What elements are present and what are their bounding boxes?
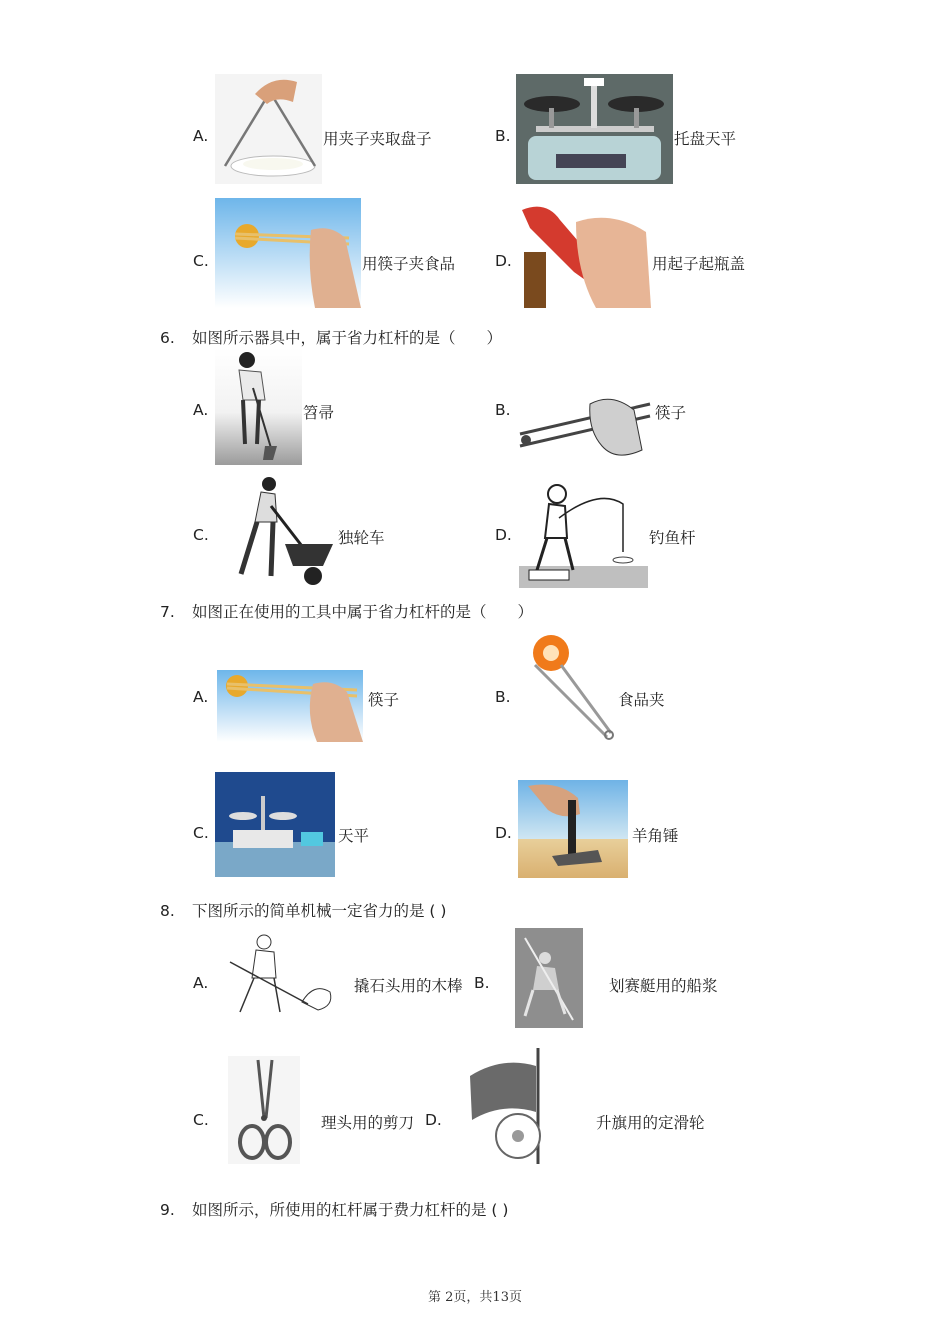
- q8-option-a-text: 撬石头用的木棒: [354, 977, 463, 995]
- q6-option-b-letter: B.: [495, 401, 511, 419]
- q8-option-b-letter: B.: [474, 974, 490, 992]
- bottle-opener-photo: [516, 202, 651, 308]
- page-footer: 第 2页，共13页: [428, 1290, 522, 1305]
- claw-hammer-photo: [518, 780, 628, 878]
- option-c-letter: C.: [193, 252, 209, 270]
- q7-option-c-letter: C.: [193, 824, 209, 842]
- balance-photo: [215, 772, 335, 877]
- question-6: [160, 326, 502, 348]
- question-number: 9.: [160, 1201, 175, 1219]
- option-b-letter: B.: [495, 127, 511, 145]
- q7-option-c-text: 天平: [338, 827, 370, 845]
- option-b-text: 托盘天平: [674, 130, 737, 148]
- question-7: [160, 600, 533, 622]
- q6-option-d-letter: D.: [495, 526, 512, 544]
- question-text: 如图所示器具中，属于省力杠杆的是（ ）: [192, 329, 503, 347]
- chopsticks-photo: [217, 670, 363, 742]
- q8-option-d-letter: D.: [425, 1111, 442, 1129]
- q7-option-b-text: 食品夹: [618, 691, 665, 709]
- question-8: [160, 899, 446, 921]
- q7-option-d-text: 羊角锤: [632, 827, 679, 845]
- q8-option-c-letter: C.: [193, 1111, 209, 1129]
- q7-option-a-text: 筷子: [368, 691, 400, 709]
- q7-option-a-letter: A.: [193, 688, 209, 706]
- rowing-sketch: [515, 928, 583, 1028]
- q8-option-c-text: 理头用的剪刀: [321, 1114, 415, 1132]
- question-text: 如图正在使用的工具中属于省力杠杆的是（ ）: [192, 603, 534, 621]
- question-number: 8.: [160, 902, 175, 920]
- question-9: [160, 1198, 508, 1220]
- q6-option-c-letter: C.: [193, 526, 209, 544]
- q6-option-d-text: 钓鱼杆: [649, 529, 696, 547]
- option-a-text: 用夹子夹取盘子: [323, 130, 432, 148]
- q6-option-a-letter: A.: [193, 401, 209, 419]
- q8-option-d-text: 升旗用的定滑轮: [596, 1114, 705, 1132]
- q7-option-b-letter: B.: [495, 688, 511, 706]
- question-text: 如图所示，所使用的杠杆属于费力杠杆的是 ( ): [192, 1201, 509, 1219]
- wheelbarrow-photo: [215, 474, 337, 587]
- q6-option-a-text: 笤帚: [303, 404, 335, 422]
- chopsticks-photo: [215, 198, 361, 308]
- question-number: 7.: [160, 603, 175, 621]
- q6-option-b-text: 筷子: [655, 404, 687, 422]
- q7-option-d-letter: D.: [495, 824, 512, 842]
- question-text: 下图所示的简单机械一定省力的是 ( ): [192, 902, 447, 920]
- tray-balance-photo: [516, 74, 673, 184]
- crowbar-sketch: [222, 932, 335, 1016]
- plate-tongs-photo: [215, 74, 322, 184]
- option-c-text: 用筷子夹食品: [362, 255, 456, 273]
- flag-pulley-sketch: [466, 1046, 548, 1166]
- option-a-letter: A.: [193, 127, 209, 145]
- fishing-rod-drawing: [519, 478, 648, 588]
- scissors-sketch: [228, 1056, 300, 1164]
- q8-option-a-letter: A.: [193, 974, 209, 992]
- q6-option-c-text: 独轮车: [338, 529, 385, 547]
- broom-photo: [215, 348, 302, 465]
- chopsticks-drawing: [516, 390, 654, 464]
- option-d-text: 用起子起瓶盖: [652, 255, 746, 273]
- option-d-letter: D.: [495, 252, 512, 270]
- question-number: 6.: [160, 329, 175, 347]
- food-tongs-photo: [521, 629, 614, 743]
- q8-option-b-text: 划赛艇用的船浆: [609, 977, 718, 995]
